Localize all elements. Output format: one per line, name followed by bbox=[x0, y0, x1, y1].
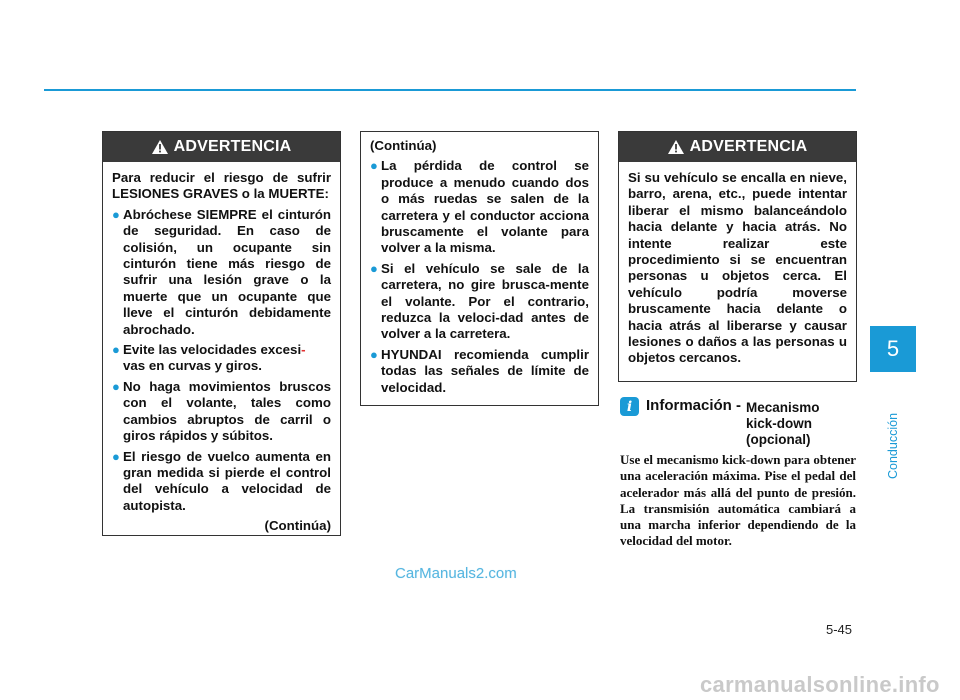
bullet-icon: ● bbox=[370, 260, 378, 276]
bullet-icon: ● bbox=[112, 378, 120, 394]
warning-item: ● Abróchese SIEMPRE el cinturón de seguridad. En caso de colisión, un ocupante sin cinturón tiene más riesgo de sufrir una lesión grave o la muerte que un ocupante que lleve el cinturón debidamente abrochado. bbox=[112, 206, 331, 337]
warning-triangle-icon bbox=[668, 140, 684, 154]
watermark-link[interactable]: CarManuals2.com bbox=[395, 565, 517, 582]
warning-box-left bbox=[102, 131, 341, 536]
warning-intro: Para reducir el riesgo de sufrir LESIONES GRAVES o la MUERTE: bbox=[112, 170, 331, 202]
warning-item: ● La pérdida de control se produce a menudo cuando dos o más ruedas se salen de la carretera y el conductor acciona bruscamente el volante para volver a la misma. bbox=[370, 158, 589, 256]
warning-text: Si su vehículo se encalla en nieve, barro, arena, etc., puede intentar liberar el mismo balanceándolo hacia delante y hacia atrás. No intente realizar este procedimiento si se encuentran personas u objetos cerca. El vehículo podría moverse bruscamente hacia delante o hacia atrás al liberarse y causar lesiones o daños a las personas u objetos cercanos. bbox=[628, 170, 847, 366]
bullet-icon: ● bbox=[370, 158, 378, 174]
page-number: 5-45 bbox=[826, 622, 853, 637]
hyphen-mark: - bbox=[301, 342, 306, 358]
info-text: Use el mecanismo kick-down para obtener una aceleración máxima. Pise el pedal del acelerador más allá del punto de presión. La transmisión automática cambiará a una marcha inferior dependiendo de la velocidad del motor. bbox=[620, 452, 856, 549]
info-label: Información - bbox=[646, 397, 742, 414]
warning-header bbox=[619, 132, 856, 162]
bullet-icon: ● bbox=[112, 342, 120, 358]
bullet-icon: ● bbox=[112, 448, 120, 464]
warning-item: ● No haga movimientos bruscos con el volante, tales como cambios abruptos de carril o giros rápidos y súbitos. bbox=[112, 378, 331, 444]
warning-item: ● Si el vehículo se sale de la carretera, no gire brusca-mente el volante. Por el contrario, reduzca la veloci-dad antes de volver a la carretera. bbox=[370, 260, 589, 342]
warning-item: ● El riesgo de vuelco aumenta en gran medida si pierde el control del vehículo a velocidad de autopista. bbox=[112, 448, 331, 513]
continued-label: (Continúa) bbox=[370, 138, 437, 153]
continued-label: (Continúa) bbox=[264, 518, 331, 534]
footer-watermark: carmanualsonline.info bbox=[700, 672, 940, 697]
warning-triangle-icon bbox=[152, 140, 168, 154]
warning-item: ● Evite las velocidades excesi- vas en curvas y giros. bbox=[112, 342, 306, 374]
top-rule bbox=[44, 89, 856, 91]
chapter-name: Conducción bbox=[886, 412, 900, 479]
info-subtitle: Mecanismo kick-down (opcional) bbox=[746, 400, 820, 447]
warning-header bbox=[103, 132, 340, 162]
warning-item: ● HYUNDAI recomienda cumplir todas las señales de límite de velocidad. bbox=[370, 346, 589, 395]
bullet-icon: ● bbox=[370, 346, 378, 362]
warning-heading: ADVERTENCIA bbox=[689, 138, 808, 155]
info-title bbox=[620, 396, 860, 448]
warning-heading: ADVERTENCIA bbox=[173, 138, 292, 155]
info-icon: i bbox=[620, 397, 639, 416]
warning-box-right bbox=[618, 131, 857, 382]
warning-box-middle bbox=[360, 131, 599, 406]
chapter-number-tab: 5 bbox=[870, 326, 916, 372]
bullet-icon: ● bbox=[112, 206, 120, 222]
